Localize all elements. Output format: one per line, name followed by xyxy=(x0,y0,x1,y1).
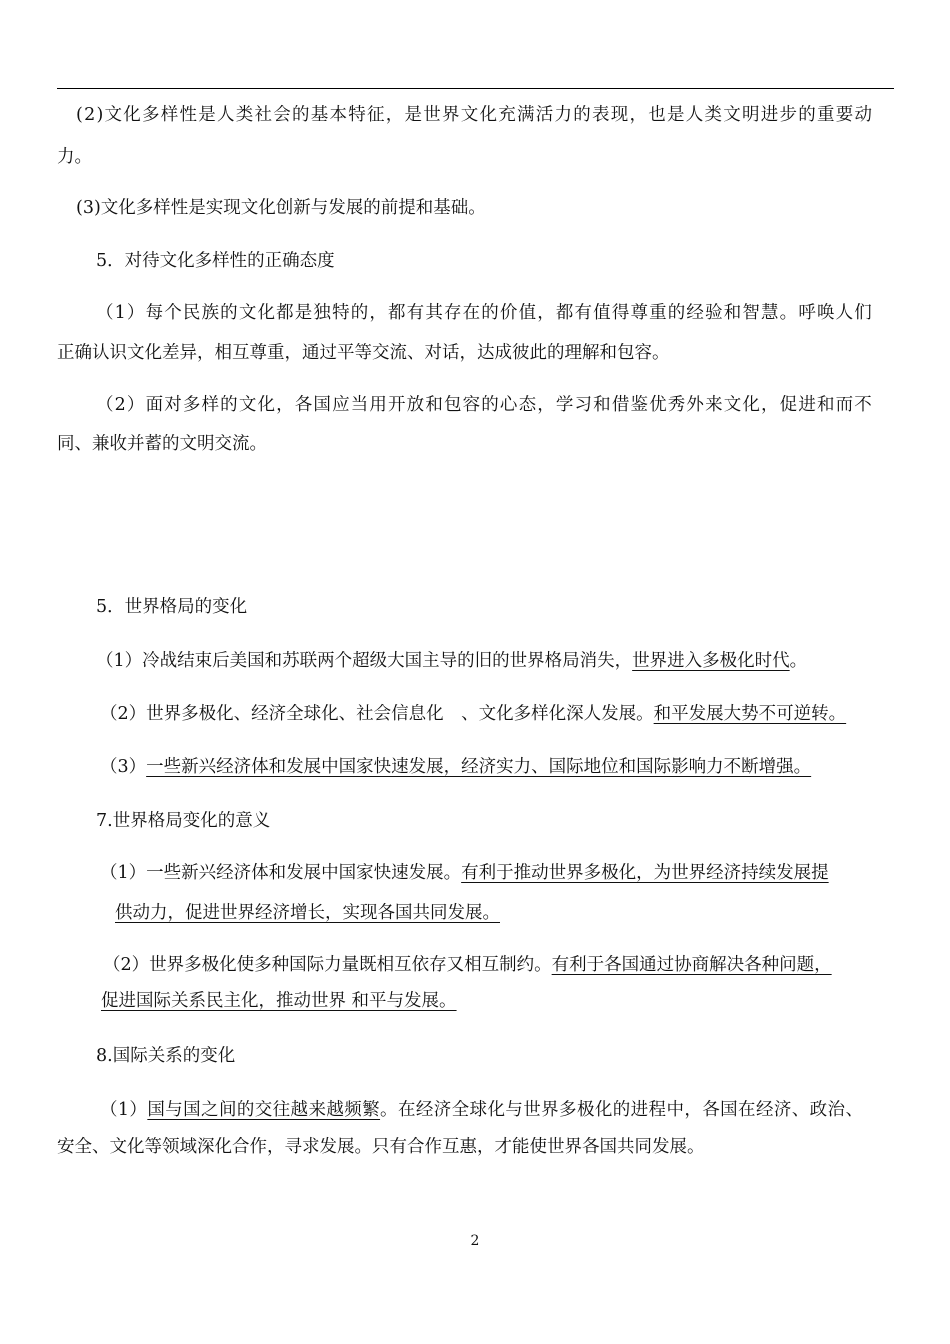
page-number: 2 xyxy=(470,1233,480,1249)
paragraph-line xyxy=(115,902,500,924)
section-heading: 5．世界格局的变化 xyxy=(96,597,248,617)
header-rule xyxy=(57,88,894,89)
paragraph-line: （1）一些新兴经济体和发展中国家快速发展。有利于推动世界多极化，为世界经济持续发展提 xyxy=(100,863,829,883)
paragraph-line: （2）世界多极化、经济全球化、社会信息化 、文化多样化深人发展。和平发展大势不可逆转。 xyxy=(100,704,847,724)
paragraph-line: 安全、文化等领域深化合作，寻求发展。只有合作互惠，才能使世界各国共同发展。 xyxy=(57,1137,705,1157)
paragraph-line: （3）一些新兴经济体和发展中国家快速发展，经济实力、国际地位和国际影响力不断增强。 xyxy=(100,757,812,777)
underlined-text: 国与国之间的交往越来越频繁 xyxy=(147,1100,381,1120)
paragraph-line: 力。 xyxy=(57,147,92,167)
paragraph-line: （1）国与国之间的交往越来越频繁。在经济全球化与世界多极化的进程中，各国在经济、政治、 xyxy=(100,1100,864,1120)
underlined-text: 有利于推动世界多极化，为世界经济持续发展提 xyxy=(461,863,829,883)
underlined-text: 一些新兴经济体和发展中国家快速发展，经济实力、国际地位和国际影响力不断增强。 xyxy=(146,757,812,777)
paragraph-line: 同、兼收并蓄的文明交流。 xyxy=(57,434,267,454)
section-heading: 5．对待文化多样性的正确态度 xyxy=(96,251,335,271)
paragraph-line: （1）冷战结束后美国和苏联两个超级大国主导的旧的世界格局消失，世界进入多极化时代。 xyxy=(96,651,808,671)
underlined-text: 供动力，促进世界经济增长，实现各国共同发展。 xyxy=(115,903,500,923)
underlined-text: 有利于各国通过协商解决各种问题， xyxy=(551,955,832,975)
underlined-text: 世界进入多极化时代 xyxy=(632,651,790,671)
paragraph-line: (2)文化多样性是人类社会的基本特征，是世界文化充满活力的表现，也是人类文明进步的重要动 xyxy=(76,105,874,125)
underlined-text: 促进国际关系民主化，推动世界 和平与发展。 xyxy=(101,991,457,1011)
section-heading: 7.世界格局变化的意义 xyxy=(96,811,271,831)
paragraph-line xyxy=(101,990,457,1012)
paragraph-line: (3)文化多样性是实现文化创新与发展的前提和基础。 xyxy=(76,198,486,218)
paragraph-line: （2）世界多极化使多种国际力量既相互依存又相互制约。有利于各国通过协商解决各种问题， xyxy=(103,955,832,975)
paragraph-line: 正确认识文化差异，相互尊重，通过平等交流、对话，达成彼此的理解和包容。 xyxy=(57,343,670,363)
underlined-text: 和平发展大势不可逆转。 xyxy=(653,704,847,724)
paragraph-line: （2）面对多样的文化，各国应当用开放和包容的心态，学习和借鉴优秀外来文化，促进和而不 xyxy=(96,395,873,415)
section-heading: 8.国际关系的变化 xyxy=(96,1046,236,1066)
paragraph-line: （1）每个民族的文化都是独特的，都有其存在的价值，都有值得尊重的经验和智慧。呼唤人们 xyxy=(96,303,873,323)
